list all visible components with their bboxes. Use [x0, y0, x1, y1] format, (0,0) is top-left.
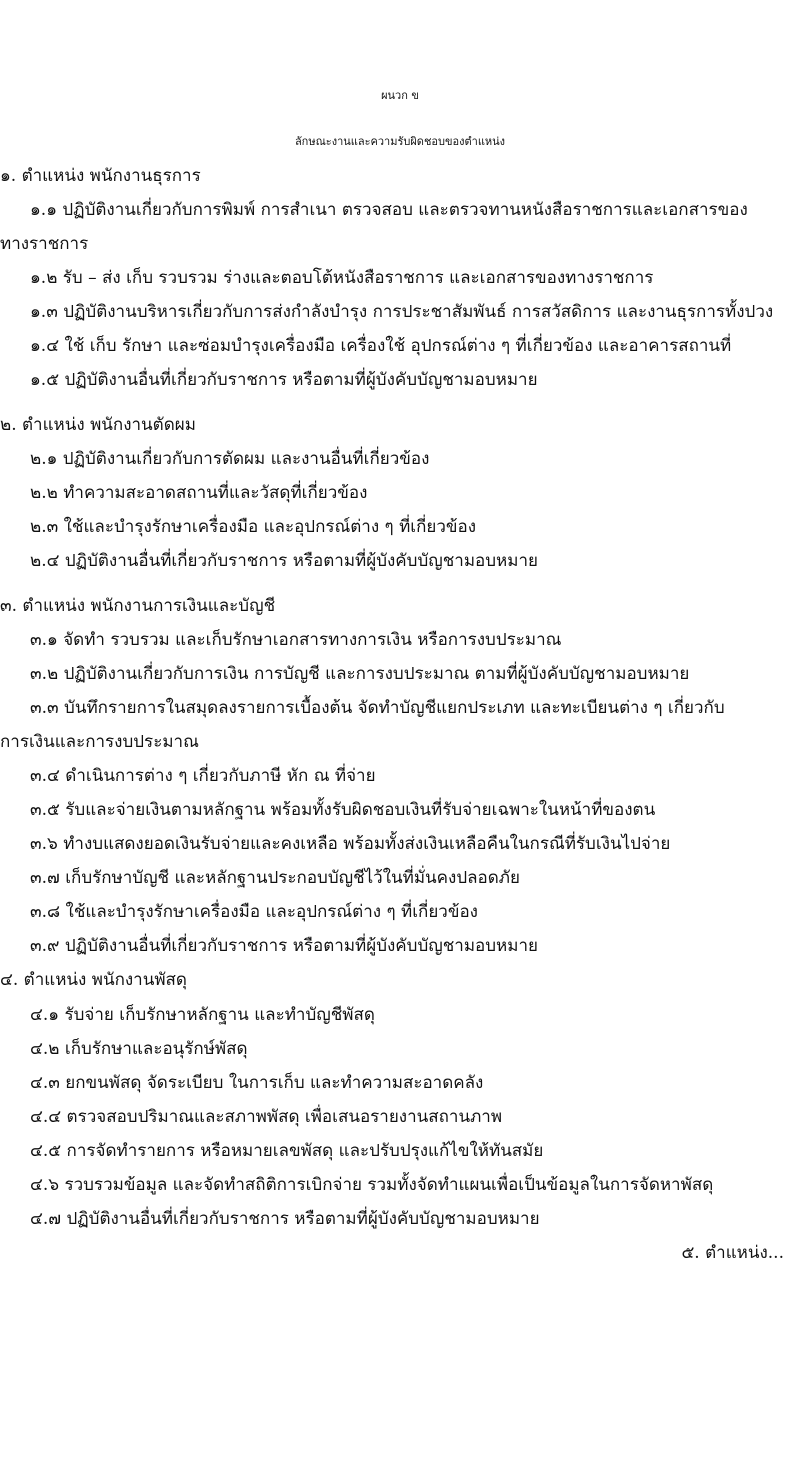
section-heading: ๔. ตำแหน่ง พนักงานพัสดุ: [0, 970, 187, 990]
list-item: ๓.๒ ปฏิบัติงานเกี่ยวกับการเงิน การบัญชี และการงบประมาณ ตามที่ผู้บังคับบัญชามอบหมาย: [30, 664, 690, 684]
list-item: ๔.๑ รับจ่าย เก็บรักษาหลักฐาน และทำบัญชีพัสดุ: [30, 1005, 375, 1025]
list-item: ๓.๔ ดำเนินการต่าง ๆ เกี่ยวกับภาษี หัก ณ ที่จ่าย: [30, 766, 376, 786]
list-item: ๓.๙ ปฏิบัติงานอื่นที่เกี่ยวกับราชการ หรือตามที่ผู้บังคับบัญชามอบหมาย: [30, 936, 538, 956]
list-item: ๔.๓ ยกขนพัสดุ จัดระเบียบ ในการเก็บ และทำความสะอาดคลัง: [30, 1073, 484, 1093]
list-item-continuation: ทางราชการ: [0, 234, 89, 254]
list-item: ๒.๒ ทำความสะอาดสถานที่และวัสดุที่เกี่ยวข้อง: [30, 483, 368, 503]
list-item: ๔.๗ ปฏิบัติงานอื่นที่เกี่ยวกับราชการ หรือตามที่ผู้บังคับบัญชามอบหมาย: [30, 1209, 540, 1229]
list-item: ๓.๗ เก็บรักษาบัญชี และหลักฐานประกอบบัญชีไว้ในที่มั่นคงปลอดภัย: [30, 868, 520, 888]
list-item: ๑.๑ ปฏิบัติงานเกี่ยวกับการพิมพ์ การสำเนา ตรวจสอบ และตรวจทานหนังสือราชการและเอกสารของ: [30, 200, 748, 220]
list-item: ๔.๔ ตรวจสอบปริมาณและสภาพพัสดุ เพื่อเสนอรายงานสถานภาพ: [30, 1107, 503, 1127]
list-item: ๑.๕ ปฏิบัติงานอื่นที่เกี่ยวกับราชการ หรือตามที่ผู้บังคับบัญชามอบหมาย: [30, 370, 538, 390]
list-item: ๔.๖ รวบรวมข้อมูล และจัดทำสถิติการเบิกจ่าย รวมทั้งจัดทำแผนเพื่อเป็นข้อมูลในการจัดหาพัสดุ: [30, 1175, 714, 1195]
list-item: ๔.๒ เก็บรักษาและอนุรักษ์พัสดุ: [30, 1039, 248, 1059]
section-heading: ๒. ตำแหน่ง พนักงานตัดผม: [0, 415, 196, 435]
list-item: ๑.๔ ใช้ เก็บ รักษา และซ่อมบำรุงเครื่องมือ เครื่องใช้ อุปกรณ์ต่าง ๆ ที่เกี่ยวข้อง และอาคารสถานที่: [30, 336, 732, 356]
list-item: ๓.๓ บันทึกรายการในสมุดลงรายการเบื้องต้น จัดทำบัญชีแยกประเภท และทะเบียนต่าง ๆ เกี่ยวกับ: [30, 698, 725, 718]
list-item: ๓.๘ ใช้และบำรุงรักษาเครื่องมือ และอุปกรณ์ต่าง ๆ ที่เกี่ยวข้อง: [30, 902, 478, 922]
list-item: ๔.๕ การจัดทำรายการ หรือหมายเลขพัสดุ และปรับปรุงแก้ไขให้ทันสมัย: [30, 1141, 544, 1161]
list-item-continuation: การเงินและการงบประมาณ: [0, 732, 199, 752]
list-item: ๒.๓ ใช้และบำรุงรักษาเครื่องมือ และอุปกรณ์ต่าง ๆ ที่เกี่ยวข้อง: [30, 517, 477, 537]
document-subtitle: ลักษณะงานและความรับผิดชอบของตำแหน่ง: [294, 135, 506, 148]
list-item: ๓.๑ จัดทำ รวบรวม และเก็บรักษาเอกสารทางการเงิน หรือการงบประมาณ: [30, 630, 562, 650]
section-heading: ๑. ตำแหน่ง พนักงานธุรการ: [0, 166, 201, 186]
page-continuation-marker: ๕. ตำแหน่ง...: [681, 1243, 784, 1263]
list-item: ๒.๔ ปฏิบัติงานอื่นที่เกี่ยวกับราชการ หรือตามที่ผู้บังคับบัญชามอบหมาย: [30, 551, 538, 571]
list-item: ๑.๓ ปฏิบัติงานบริหารเกี่ยวกับการส่งกำลังบำรุง การประชาสัมพันธ์ การสวัสดิการ และงานธุรการทั้งปวง: [30, 302, 774, 322]
list-item: ๓.๕ รับและจ่ายเงินตามหลักฐาน พร้อมทั้งรับผิดชอบเงินที่รับจ่ายเฉพาะในหน้าที่ของตน: [30, 800, 656, 820]
section-heading: ๓. ตำแหน่ง พนักงานการเงินและบัญชี: [0, 596, 276, 616]
list-item: ๑.๒ รับ – ส่ง เก็บ รวบรวม ร่างและตอบโต้หนังสือราชการ และเอกสารของทางราชการ: [30, 268, 654, 288]
list-item: ๒.๑ ปฏิบัติงานเกี่ยวกับการตัดผม และงานอื่นที่เกี่ยวข้อง: [30, 449, 430, 469]
annex-title: ผนวก ข: [381, 89, 419, 102]
list-item: ๓.๖ ทำงบแสดงยอดเงินรับจ่ายและคงเหลือ พร้อมทั้งส่งเงินเหลือคืนในกรณีที่รับเงินไปจ่าย: [30, 834, 671, 854]
